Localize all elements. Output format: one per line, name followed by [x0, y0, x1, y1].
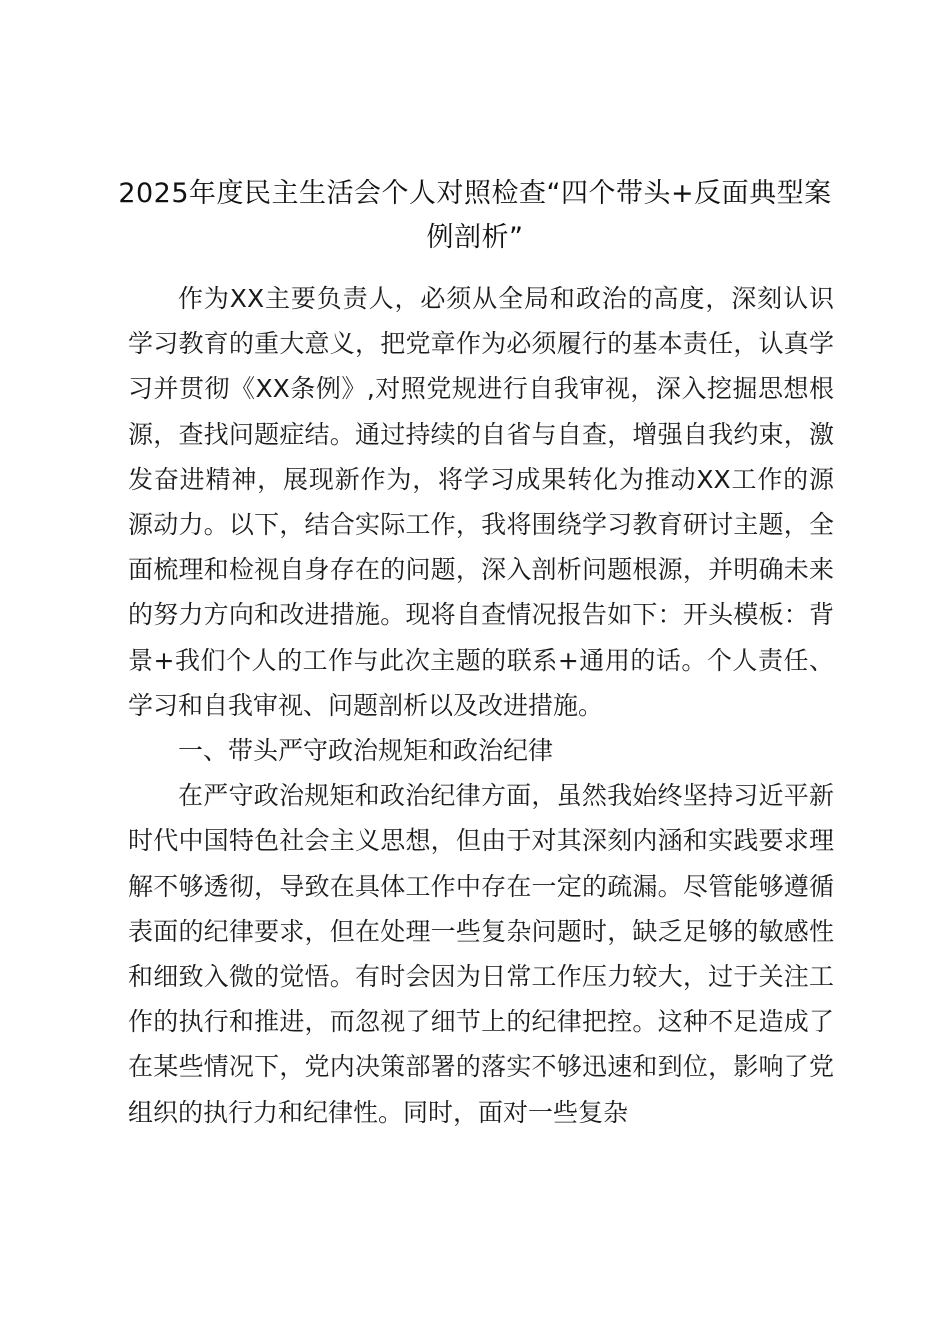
intro-paragraph: 作为XX主要负责人，必须从全局和政治的高度，深刻认识学习教育的重大意义，把党章作为必须履行的基本责任，认真学习并贯彻《XX条例》,对照党规进行自我审视，深入挖掘思想根源，查找问题症结。通过持续的自省与自查，增强自我约束，激发奋进精神，展现新作为，将学习成果转化为推动XX工作的源源动力。以下，结合实际工作，我将围绕学习教育研讨主题，全面梳理和检视自身存在的问题，深入剖析问题根源，并明确未来的努力方向和改进措施。现将自查情况报告如下：开头模板：背景+我们个人的工作与此次主题的联系+通用的话。个人责任、学习和自我审视、问题剖析以及改进措施。 — [128, 284, 834, 720]
section-paragraph: 在严守政治规矩和政治纪律方面，虽然我始终坚持习近平新时代中国特色社会主义思想，但由于对其深刻内涵和实践要求理解不够透彻，导致在具体工作中存在一定的疏漏。尽管能够遵循表面的纪律要求，但在处理一些复杂问题时，缺乏足够的敏感性和细致入微的觉悟。有时会因为日常工作压力较大，过于关注工作的执行和推进，而忽视了细节上的纪律把控。这种不足造成了在某些情况下，党内决策部署的落实不够迅速和到位，影响了党组织的执行力和纪律性。同时，面对一些复杂 — [128, 781, 834, 1127]
document-body — [128, 276, 834, 1135]
document-title: 2025年度民主生活会个人对照检查“四个带头+反面典型案例剖析” — [118, 178, 832, 253]
section-heading: 一、带头严守政治规矩和政治纪律 — [178, 736, 554, 766]
